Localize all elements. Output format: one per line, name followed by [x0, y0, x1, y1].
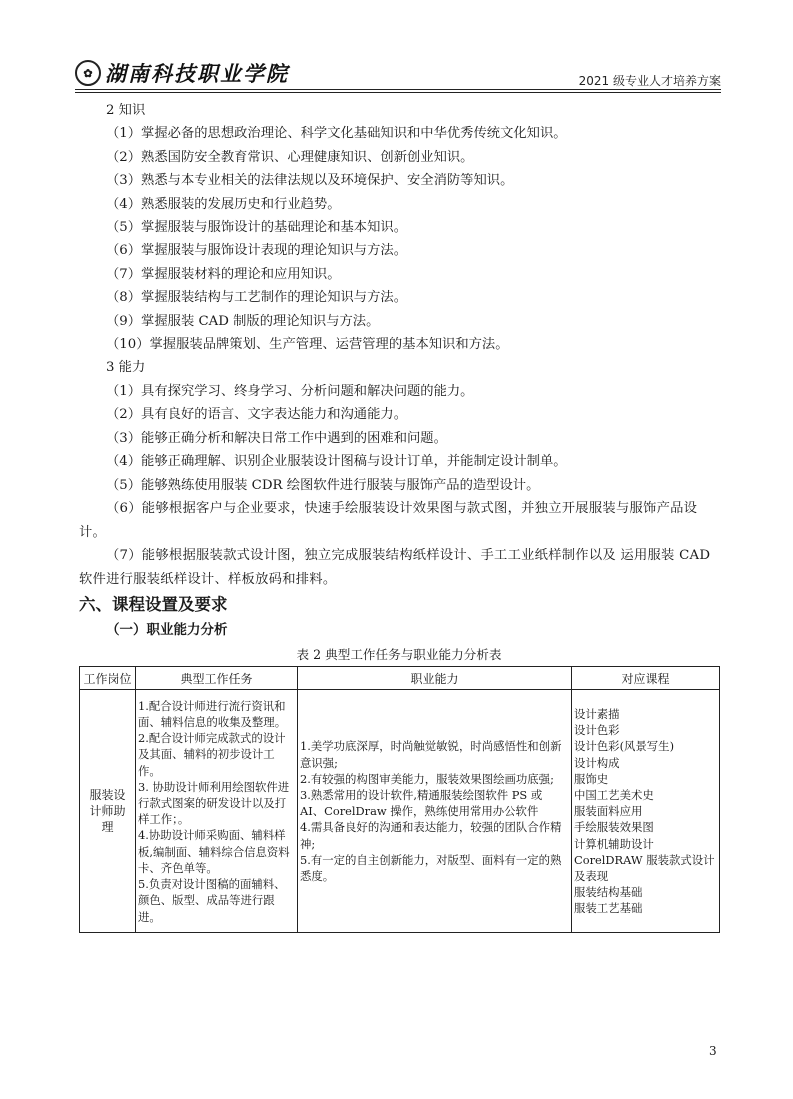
- knowledge-list: [79, 122, 719, 356]
- ability-item-6: （6）能够根据客户与企业要求，快速手绘服装设计效果图与款式图，并独立开展服装与服饰产品设计。: [79, 500, 698, 540]
- task-item: 4.协助设计师采购面、辅料样板,编制面、辅料综合信息资料卡、齐色单等。: [138, 828, 290, 875]
- col-header-abilities: 职业能力: [298, 667, 572, 690]
- course-item: CorelDRAW 服装款式设计及表现: [574, 852, 715, 883]
- cell-tasks: [136, 690, 298, 933]
- page-body: [79, 99, 719, 933]
- course-item: 服装工艺基础: [574, 901, 643, 916]
- course-item: 设计色彩(风景写生): [574, 739, 675, 754]
- knowledge-item: （2）熟悉国防安全教育常识、心理健康知识、创新创业知识。: [106, 149, 474, 165]
- task-item: 1.配合设计师进行流行资讯和面、辅料信息的收集及整理。: [138, 698, 287, 730]
- ability-cell-item: 2.有较强的构图审美能力，服装效果图绘画功底强;: [300, 771, 554, 786]
- course-item: 服饰史: [574, 771, 609, 786]
- school-logo: [75, 58, 289, 88]
- knowledge-item: （1）掌握必备的思想政治理论、科学文化基础知识和中华优秀传统文化知识。: [106, 126, 567, 142]
- school-name: 湖南科技职业学院: [105, 61, 289, 86]
- course-item: 设计色彩: [574, 723, 620, 738]
- knowledge-item: （10）掌握服装品牌策划、生产管理、运营管理的基本知识和方法。: [106, 337, 509, 353]
- table-row: [80, 690, 720, 933]
- header-rule: [75, 89, 721, 90]
- ability-cell-item: 1.美学功底深厚，时尚触觉敏锐，时尚感悟性和创新意识强;: [300, 739, 562, 770]
- ability-item: （2）具有良好的语言、文字表达能力和沟通能力。: [106, 407, 407, 423]
- course-item: 设计构成: [574, 755, 620, 770]
- knowledge-item: （3）熟悉与本专业相关的法律法规以及环境保护、安全消防等知识。: [106, 173, 514, 189]
- cell-courses: [572, 690, 720, 933]
- course-item: 计算机辅助设计: [574, 836, 654, 851]
- section-heading: 六、课程设置及要求: [79, 595, 228, 615]
- subsection-heading: （一）职业能力分析: [106, 622, 228, 639]
- course-item: 服装面料应用: [574, 804, 643, 819]
- task-item: 5.负责对设计图稿的面辅料、颜色、版型、成品等进行跟进。: [138, 877, 286, 924]
- ability-list: [79, 380, 719, 497]
- ability-item: （3）能够正确分析和解决日常工作中遇到的困难和问题。: [106, 430, 447, 446]
- ability-item: （4）能够正确理解、识别企业服装设计图稿与设计订单，并能制定设计制单。: [106, 454, 567, 470]
- ability-item-7: （7）能够根据服装款式设计图，独立完成服装结构纸样设计、手工工业纸样制作以及 运用服装 CAD 软件进行服装纸样设计、样板放码和排料。: [79, 548, 711, 587]
- ability-item: （5）能够熟练使用服装 CDR 绘图软件进行服装与服饰产品的造型设计。: [106, 477, 540, 493]
- knowledge-item: （8）掌握服装结构与工艺制作的理论知识与方法。: [106, 290, 407, 306]
- knowledge-item: （9）掌握服装 CAD 制版的理论知识与方法。: [106, 313, 380, 329]
- cell-abilities: [298, 690, 572, 933]
- col-header-courses: 对应课程: [572, 667, 720, 690]
- school-seal-icon: ✿: [75, 60, 101, 86]
- course-item: 服装结构基础: [574, 885, 643, 900]
- ability-item: （1）具有探究学习、终身学习、分析问题和解决问题的能力。: [106, 383, 474, 399]
- table-caption: 表 2 典型工作任务与职业能力分析表: [296, 647, 502, 663]
- knowledge-item: （5）掌握服装与服饰设计的基础理论和基本知识。: [106, 220, 407, 236]
- cell-position: 服装设计师助理: [80, 690, 136, 933]
- knowledge-item: （6）掌握服装与服饰设计表现的理论知识与方法。: [106, 243, 407, 259]
- page-number: 3: [709, 1044, 717, 1058]
- ability-cell-item: 4.需具备良好的沟通和表达能力，较强的团队合作精神;: [300, 820, 562, 851]
- ability-heading: 3 能力: [106, 360, 146, 376]
- col-header-tasks: 典型工作任务: [136, 667, 298, 690]
- task-item: 3. 协助设计师利用绘图软件进行款式图案的研发设计以及打样工作；。: [138, 779, 290, 827]
- table-header-row: [80, 667, 720, 690]
- task-item: 2.配合设计师完成款式的设计及其面、辅料的初步设计工作。: [138, 731, 286, 778]
- col-header-position: 工作岗位: [80, 667, 136, 690]
- course-item: 手绘服装效果图: [574, 820, 654, 835]
- knowledge-heading: 2 知识: [106, 103, 146, 118]
- knowledge-item: （4）熟悉服装的发展历史和行业趋势。: [106, 196, 341, 212]
- course-item: 中国工艺美术史: [574, 787, 654, 802]
- analysis-table: [79, 666, 720, 933]
- knowledge-item: （7）掌握服装材料的理论和应用知识。: [106, 266, 341, 282]
- ability-cell-item: 3.熟悉常用的设计软件,精通服装绘图软件 PS 或 AI、CorelDraw 操作，熟练使用常用办公软件: [300, 787, 543, 819]
- page-header: [75, 58, 721, 90]
- course-item: 设计素描: [574, 706, 620, 721]
- ability-cell-item: 5.有一定的自主创新能力，对版型、面料有一定的熟悉度。: [300, 852, 562, 883]
- header-rule-thin: [75, 92, 721, 93]
- program-title: 2021 级专业人才培养方案: [578, 74, 721, 88]
